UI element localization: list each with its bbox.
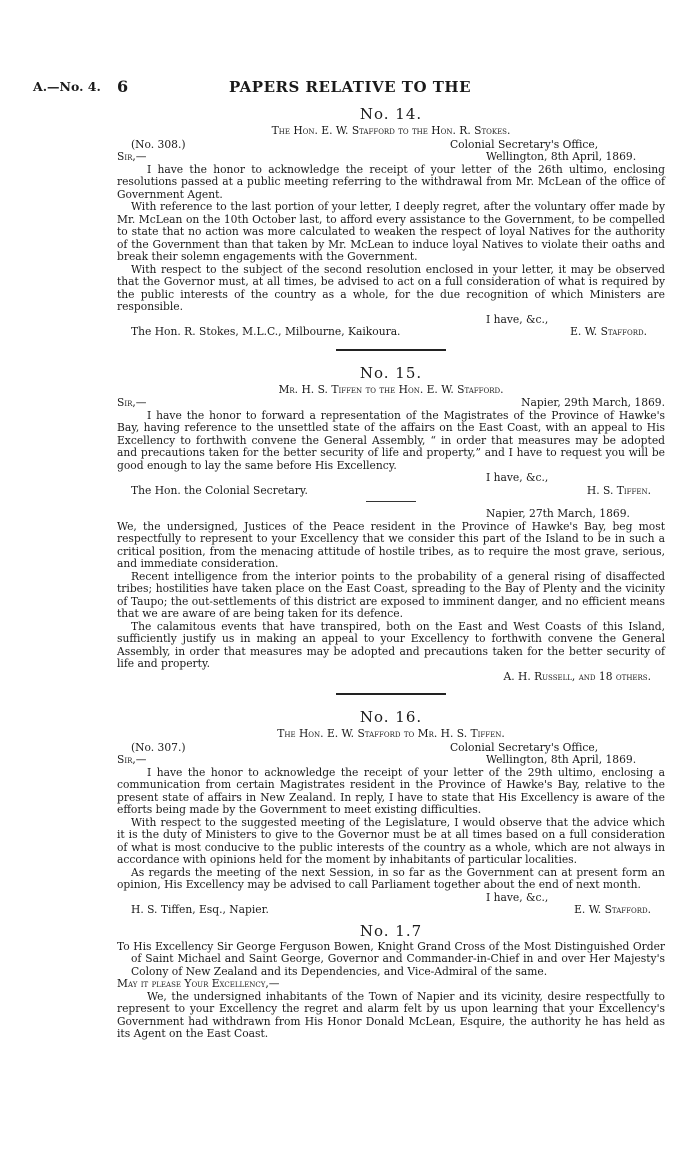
salutation: Sir,— — [117, 396, 147, 409]
signature-row — [117, 904, 665, 917]
salutation: Sir,— — [117, 753, 147, 766]
sender-recipient-line: Mr. H. S. Tiffen to the Hon. E. W. Stafford. — [278, 382, 504, 396]
paragraph: With reference to the last portion of your letter, I deeply regret, after the voluntary offer made by Mr. McLean on the 10th October last, to afford every assistance to the Government, to be compelled to state that no action was more calculated to weaken the respect of loyal Natives for the authority of the Government than that taken by Mr. McLean to induce loyal Natives to violate their oaths and break their solemn engagements with the Government. — [117, 200, 665, 263]
page-title: PAPERS RELATIVE TO THE — [228, 78, 471, 96]
document-body — [117, 104, 665, 1041]
closing: I have, &c., — [486, 471, 549, 484]
addressee: The Hon. the Colonial Secretary. — [131, 483, 308, 497]
paragraph: As regards the meeting of the next Session, in so far as the Government can at present form an opinion, His Excellency may be advised to call Parliament together about the end of next month. — [117, 865, 665, 891]
salutation: May it please Your Excellency,— — [117, 977, 280, 990]
signature-row — [117, 485, 665, 498]
paragraph: I have the honor to acknowledge the receipt of your letter of the 29th ultimo, enclosing a communication from certain Magistrates resident in the Province of Hawke's Bay, relative to the present state of affairs in New Zealand. In reply, I have to state that His Excellency is aware of the efforts being made by the Government to meet existing difficulties. — [117, 765, 665, 816]
document-no-16 — [117, 707, 665, 917]
paragraph: With respect to the subject of the second resolution enclosed in your letter, it may be observed that the Governor must, at all times, be advised to act on a full consideration of what is required by the public interests of the country as a whole, for the due recognition of which Ministers are responsible. — [117, 262, 665, 313]
place-date: Wellington, 8th April, 1869. — [486, 150, 637, 163]
paragraph: I have the honor to forward a representation of the Magistrates of the Province of Hawke's Bay, having reference to the unsettled state of the affairs on the East Coast, with an appeal to His Excellency to forthwith convene the General Assembly, “ in order that measures may be adopted and precautions taken for the better security of life and property,” and I have to request you will be good enough to lay the same before His Excellency. — [117, 408, 665, 472]
addressee: H. S. Tiffen, Esq., Napier. — [131, 903, 269, 916]
office-line: Colonial Secretary's Office, — [450, 137, 599, 151]
salutation-row — [117, 754, 665, 767]
salutation: Sir,— — [117, 150, 147, 163]
letter-reference: (No. 308.) — [131, 137, 186, 151]
letter-reference: (No. 307.) — [131, 740, 186, 754]
document-no-15 — [117, 363, 665, 684]
closing: I have, &c., — [486, 312, 549, 326]
running-header — [0, 79, 700, 99]
addressee: The Hon. R. Stokes, M.L.C., Milbourne, Kaikoura. — [131, 325, 401, 338]
document-number: No. 1.7 — [359, 921, 423, 940]
document-no-14 — [117, 104, 665, 339]
section-reference: A.—No. 4. — [33, 79, 101, 94]
section-divider — [336, 693, 446, 695]
sender-recipient-line: The Hon. E. W. Stafford to the Hon. R. Stokes. — [271, 124, 511, 137]
enclosure-date: Napier, 27th March, 1869. — [486, 507, 630, 520]
closing-row — [117, 314, 665, 327]
place-date: Napier, 29th March, 1869. — [521, 396, 665, 409]
section-divider — [336, 349, 446, 351]
paragraph: I have the honor to acknowledge the receipt of your letter of the 26th ultimo, enclosing resolutions passed at a public meeting referring to the withdrawal from Mr. McLean of the office of Government Agent. — [117, 162, 665, 201]
place-date: Wellington, 8th April, 1869. — [486, 753, 637, 766]
closing: I have, &c., — [486, 890, 549, 904]
paragraph: We, the undersigned inhabitants of the Town of Napier and its vicinity, desire respectfully to represent to your Excellency the regret and alarm felt by us upon learning that your Excellency's Government had withdrawn from His Honor Donald McLean, Esquire, the authority he has held as its Agent on the East Coast. — [117, 989, 665, 1040]
closing-row — [117, 472, 665, 485]
signature: E. W. Stafford. — [574, 903, 651, 916]
signature-row — [117, 326, 665, 339]
salutation-row — [117, 151, 665, 164]
enclosure-divider — [366, 501, 416, 502]
signature: E. W. Stafford. — [570, 325, 647, 338]
signature: H. S. Tiffen. — [586, 483, 651, 497]
paragraph: With respect to the suggested meeting of the Legislature, I would observe that the advice which it is the duty of Ministers to give to the Governor must be at all times based on a full consideration of what is most conducive to the public interests of the country as a whole, which are not always in accordance with opinions held for the moment by inhabitants of particular localities. — [117, 815, 665, 866]
enclosure-signature: A. H. Russell, and 18 others. — [503, 669, 651, 683]
enclosure-paragraph: We, the undersigned, Justices of the Peace resident in the Province of Hawke's Bay, beg most respectfully to represent to your Excellency that we consider this part of the Island to be in such a critical position, from the menacing attitude of hostile tribes, as to require the most grave, serious, and immediate consideration. — [117, 519, 665, 570]
salutation-row — [117, 397, 665, 410]
enclosure-signature-row — [117, 671, 665, 684]
document-number: No. 15. — [359, 363, 423, 382]
closing-row — [117, 892, 665, 905]
document-number: No. 16. — [359, 708, 423, 726]
office-line: Colonial Secretary's Office, — [450, 740, 599, 754]
page-number: 6 — [117, 77, 129, 96]
document-number: No. 14. — [359, 105, 423, 123]
enclosure-paragraph: Recent intelligence from the interior points to the probability of a general rising of disaffected tribes; hostilities have taken place on the East Coast, spreading to the Bay of Plenty and the vicinity of Taupo; the out-settlements of this district are exposed to imminent danger, and no efficient means that we are aware of are being taken for its defence. — [117, 569, 665, 620]
document-no-17 — [117, 921, 665, 1041]
enclosure-paragraph: The calamitous events that have transpired, both on the East and West Coasts of this Island, sufficiently justify us in making an appeal to your Excellency to forthwith convene the General Assembly, in order that measures may be adopted and precautions taken for the better security of life and property. — [117, 619, 665, 670]
enclosure-date-row — [117, 508, 665, 521]
address-block: To His Excellency Sir George Ferguson Bowen, Knight Grand Cross of the Most Distinguished Order of Saint Michael and Saint George, Governor and Commander-in-Chief in and over Her Majesty's Colony of New Zealand and its Dependencies, and Vice-Admiral of the same. — [117, 939, 665, 978]
sender-recipient-line: The Hon. E. W. Stafford to Mr. H. S. Tiffen. — [277, 727, 505, 740]
